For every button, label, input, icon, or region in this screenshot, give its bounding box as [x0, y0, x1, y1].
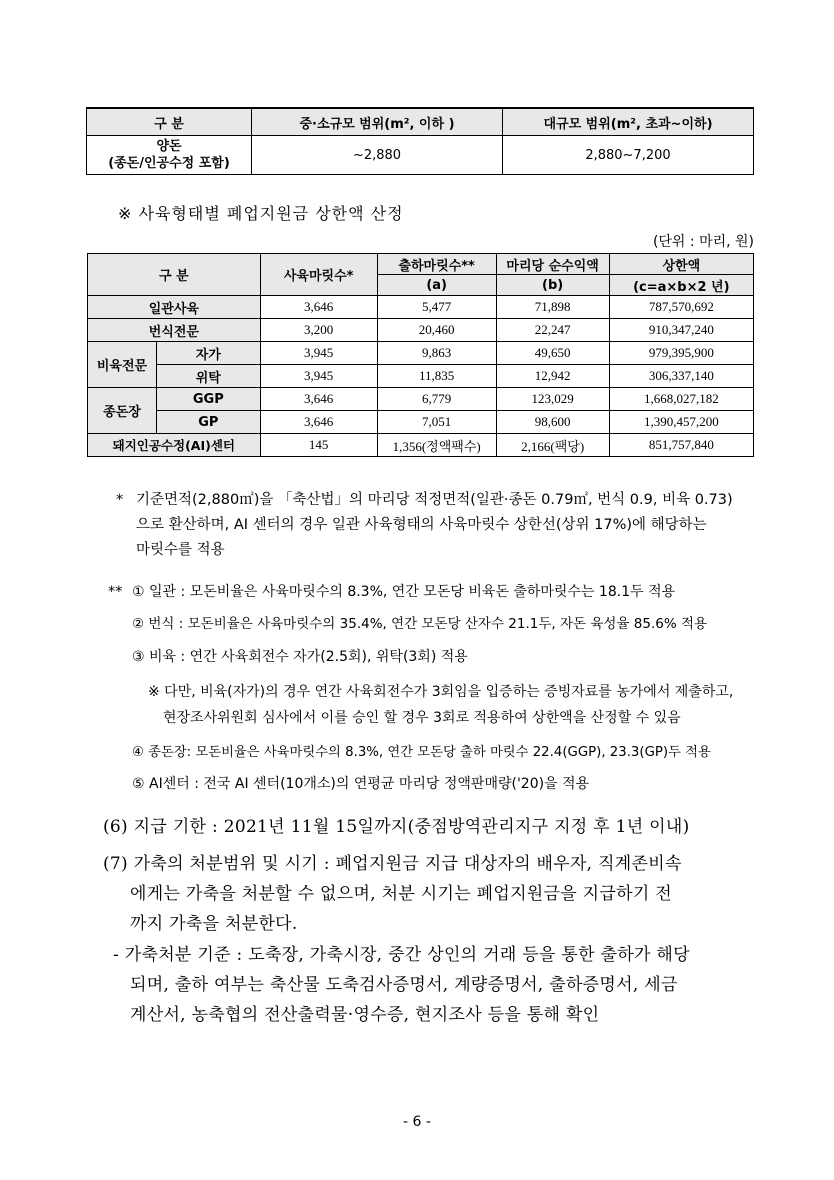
header-category: 구 분 [87, 108, 252, 136]
cap-cell: 1,390,457,200 [609, 411, 753, 434]
header-capacity: 사육마릿수* [260, 254, 377, 296]
capacity-cell: 3,646 [260, 411, 377, 434]
profit-cell: 2,166(팩당) [496, 434, 609, 457]
table-row [88, 365, 754, 388]
note-star1-line1: 기준면적(2,880㎡)을 「축산법」의 마리당 적정면적(일관·종돈 0.79㎡, 번식 0.9, 비육 0.73) [136, 492, 733, 508]
bullet-line1: - 가축처분 기준 : 도축장, 가축시장, 중간 상인의 거래 등을 통한 출하가 해당 [113, 945, 690, 965]
capacity-cell: 3,646 [260, 388, 377, 411]
header-shipment-sub: (a) [377, 275, 496, 296]
header-large-range: 대규모 범위(m², 초과~이하) [503, 108, 754, 136]
row-group-label: 비육전문 [88, 342, 157, 388]
table-row [88, 342, 754, 365]
item-7-line2: 에게는 가축을 처분할 수 없으며, 처분 시기는 폐업지원금을 지급하기 전 [130, 884, 672, 904]
row-label-line1: 양돈 [156, 139, 182, 154]
header-cap-sub: (c=a×b×2 년) [609, 275, 753, 296]
bullet-line3: 계산서, 농축협의 전산출력물·영수증, 현지조사 등을 통해 확인 [130, 1005, 600, 1025]
cap-cell: 306,337,140 [609, 365, 753, 388]
note-item-3: ③ 비육 : 연간 사육회전수 자가(2.5회), 위탁(3회) 적용 [132, 649, 468, 665]
shipment-cell: 9,863 [377, 342, 496, 365]
note-star1-line2: 으로 환산하며, AI 센터의 경우 일관 사육형태의 사육마릿수 상한선(상위 17%)에 해당하는 [136, 517, 707, 533]
capacity-cell: 3,945 [260, 342, 377, 365]
shipment-cell: 6,779 [377, 388, 496, 411]
cap-cell: 1,668,027,182 [609, 388, 753, 411]
cap-cell: 851,757,840 [609, 434, 753, 457]
item-6-payment-deadline: (6) 지급 기한 : 2021년 11월 15일까지(중점방역관리지구 지정 후 1년 이내) [103, 817, 690, 837]
table-row [88, 434, 754, 457]
note-item-3b-line2: 현장조사위원회 심사에서 이를 승인 할 경우 3회로 적용하여 상한액을 산정할 수 있음 [163, 710, 681, 726]
row-label [87, 136, 252, 175]
note-star1 [136, 488, 756, 563]
page-number: - 6 - [403, 1114, 431, 1130]
profit-cell: 12,942 [496, 365, 609, 388]
table-row [88, 411, 754, 434]
note-item-3b-line1: ※ 다만, 비육(자가)의 경우 연간 사육회전수가 3회임을 입증하는 증빙자료를 농가에서 제출하고, [148, 684, 734, 700]
cap-cell: 787,570,692 [609, 296, 753, 319]
header-profit-sub: (b) [496, 275, 609, 296]
row-label-line2: (종돈/인공수정 포함) [108, 156, 230, 171]
closure-payment-table [87, 253, 754, 457]
note-item-2: ② 번식 : 모돈비율은 사육마릿수의 35.4%, 연간 모돈당 산자수 21.1두, 자돈 육성율 85.6% 적용 [132, 616, 708, 632]
capacity-cell: 3,945 [260, 365, 377, 388]
table-row [88, 388, 754, 411]
row-label: 자가 [157, 342, 261, 365]
shipment-cell: 5,477 [377, 296, 496, 319]
cap-cell: 910,347,240 [609, 319, 753, 342]
header-category: 구 분 [88, 254, 261, 296]
note-star1-line3: 마릿수를 적용 [136, 542, 225, 558]
table-header-row [87, 108, 754, 136]
note-item-1: ① 일관 : 모돈비율은 사육마릿수의 8.3%, 연간 모돈당 비육돈 출하마릿수는 18.1두 적용 [132, 584, 676, 600]
header-small-range: 중·소규모 범위(m², 이하 ) [252, 108, 503, 136]
capacity-cell: 145 [260, 434, 377, 457]
bullet-line2: 되며, 출하 여부는 축산물 도축검사증명서, 계량증명서, 출하증명서, 세금 [130, 975, 678, 995]
header-profit: 마리당 순수익액 [496, 254, 609, 275]
table-row [87, 136, 754, 175]
header-shipment: 출하마릿수** [377, 254, 496, 275]
table-header-row [88, 254, 754, 275]
note-item-4: ④ 종돈장: 모돈비율은 사육마릿수의 8.3%, 연간 모돈당 출하 마릿수 22.4(GGP), 23.3(GP)두 적용 [132, 745, 711, 760]
note-star2-mark: ** [108, 584, 123, 600]
capacity-cell: 3,646 [260, 296, 377, 319]
header-cap: 상한액 [609, 254, 753, 275]
row-label: 일관사육 [88, 296, 261, 319]
row-label: 위탁 [157, 365, 261, 388]
unit-label: (단위 : 마리, 원) [652, 234, 754, 250]
profit-cell: 123,029 [496, 388, 609, 411]
profit-cell: 98,600 [496, 411, 609, 434]
row-label: 번식전문 [88, 319, 261, 342]
shipment-cell: 11,835 [377, 365, 496, 388]
profit-cell: 49,650 [496, 342, 609, 365]
profit-cell: 22,247 [496, 319, 609, 342]
note-item-5: ⑤ AI센터 : 전국 AI 센터(10개소)의 연평균 마리당 정액판매량('20)을 적용 [132, 776, 590, 792]
item-7-line1: (7) 가축의 처분범위 및 시기 : 폐업지원금 지급 대상자의 배우자, 직계존비속 [103, 854, 682, 874]
row-group-label: 종돈장 [88, 388, 157, 434]
row-label: 돼지인공수정(AI)센터 [88, 434, 261, 457]
area-range-table [86, 107, 754, 175]
profit-cell: 71,898 [496, 296, 609, 319]
large-range-value: 2,880~7,200 [503, 136, 754, 175]
shipment-cell: 20,460 [377, 319, 496, 342]
table-row [88, 296, 754, 319]
item-7-line3: 까지 가축을 처분한다. [130, 914, 298, 934]
note-star1-mark: * [116, 492, 124, 508]
capacity-cell: 3,200 [260, 319, 377, 342]
row-label: GGP [157, 388, 261, 411]
section-title: ※ 사육형태별 폐업지원금 상한액 산정 [118, 204, 404, 223]
row-label: GP [157, 411, 261, 434]
table-row [88, 319, 754, 342]
shipment-cell: 7,051 [377, 411, 496, 434]
shipment-cell: 1,356(정액팩수) [377, 434, 496, 457]
cap-cell: 979,395,900 [609, 342, 753, 365]
small-range-value: ~2,880 [252, 136, 503, 175]
